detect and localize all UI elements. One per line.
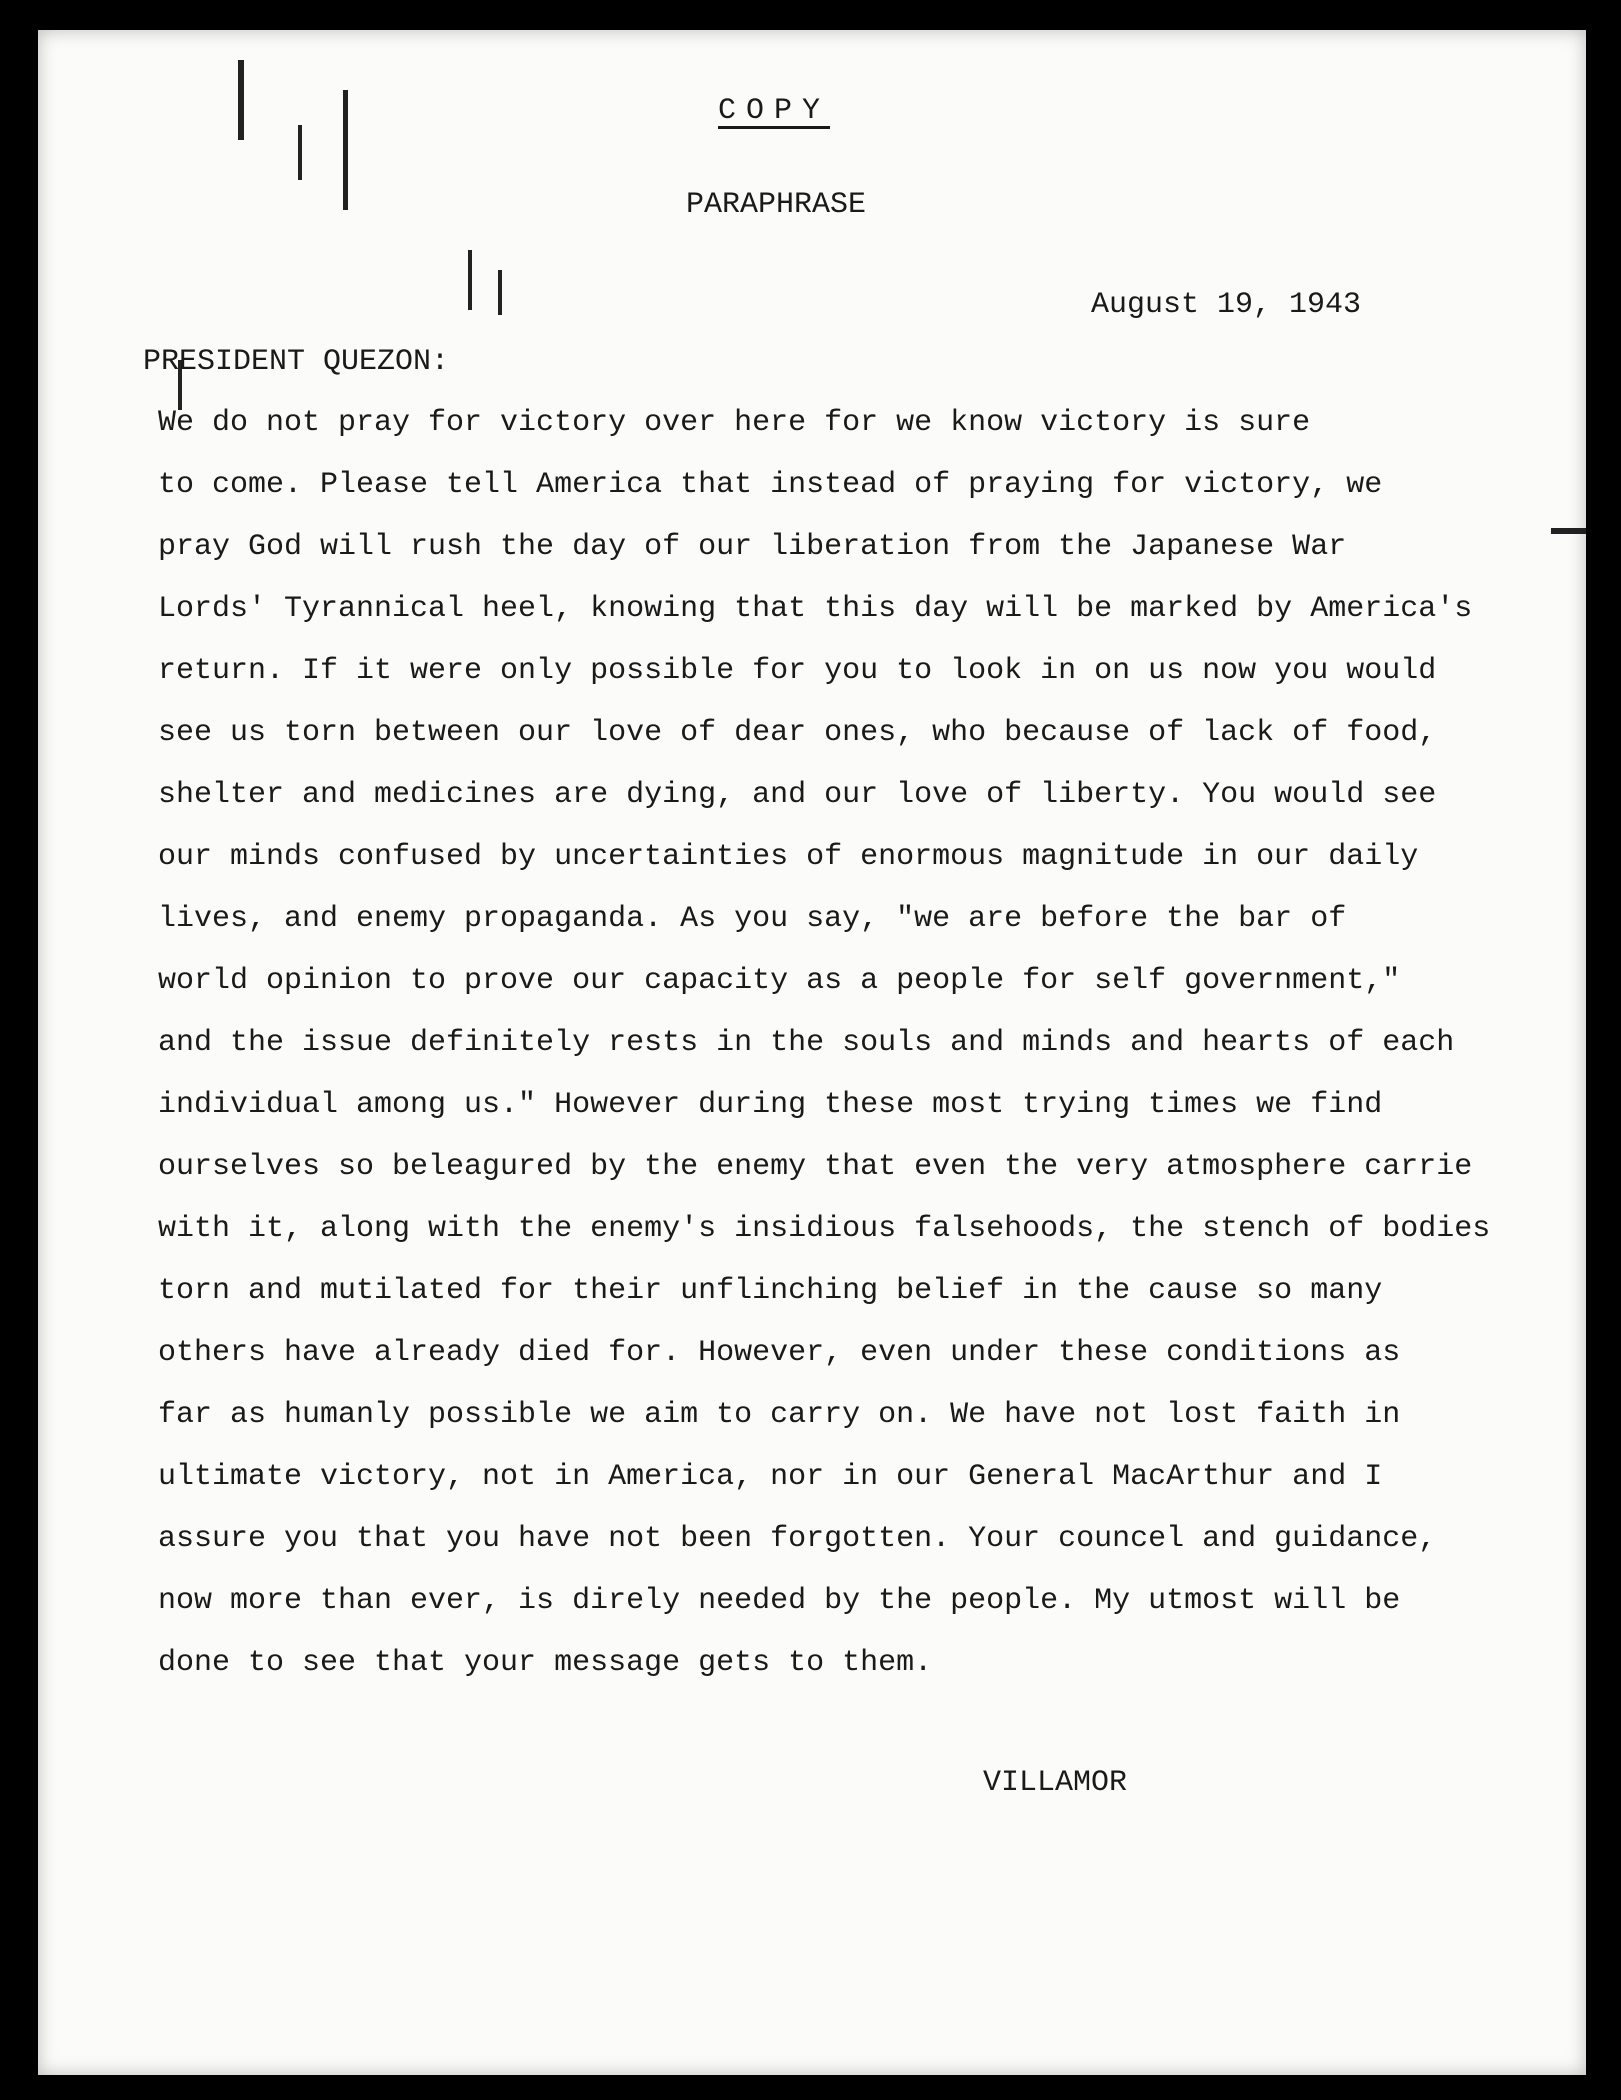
scan-artifact <box>1551 528 1586 534</box>
scan-artifact <box>298 125 302 180</box>
body-line: far as humanly possible we aim to carry on. We have not lost faith in <box>158 1398 1401 1432</box>
body-line: individual among us." However during these most trying times we find <box>158 1088 1383 1122</box>
body-line: see us torn between our love of dear ones, who because of lack of food, <box>158 716 1437 750</box>
body-line: our minds confused by uncertainties of enormous magnitude in our daily <box>158 840 1419 874</box>
body-line: others have already died for. However, even under these conditions as <box>158 1336 1401 1370</box>
body-line: to come. Please tell America that instead of praying for victory, we <box>158 468 1383 502</box>
body-line: now more than ever, is direly needed by the people. My utmost will be <box>158 1584 1401 1618</box>
letter-date: August 19, 1943 <box>1091 288 1362 322</box>
body-line: world opinion to prove our capacity as a people for self government," <box>158 964 1401 998</box>
body-line: with it, along with the enemy's insidious falsehoods, the stench of bodies <box>158 1212 1491 1246</box>
body-line: done to see that your message gets to them. <box>158 1646 933 1680</box>
body-line: shelter and medicines are dying, and our love of liberty. You would see <box>158 778 1437 812</box>
body-line: ultimate victory, not in America, nor in our General MacArthur and I <box>158 1460 1383 1494</box>
scan-artifact <box>238 60 244 140</box>
body-line: ourselves so beleagured by the enemy that even the very atmosphere carrie <box>158 1150 1473 1184</box>
body-line: and the issue definitely rests in the souls and minds and hearts of each <box>158 1026 1455 1060</box>
paraphrase-heading: PARAPHRASE <box>686 188 867 222</box>
signature: VILLAMOR <box>983 1766 1128 1800</box>
copy-heading: COPY <box>718 94 831 128</box>
document-page <box>38 30 1586 2075</box>
scan-artifact <box>343 90 348 210</box>
body-line: return. If it were only possible for you to look in on us now you would <box>158 654 1437 688</box>
body-line: We do not pray for victory over here for we know victory is sure <box>158 406 1311 440</box>
body-line: lives, and enemy propaganda. As you say, "we are before the bar of <box>158 902 1347 936</box>
body-line: assure you that you have not been forgotten. Your councel and guidance, <box>158 1522 1437 1556</box>
body-line: Lords' Tyrannical heel, knowing that this day will be marked by America's <box>158 592 1473 626</box>
body-line: pray God will rush the day of our liberation from the Japanese War <box>158 530 1347 564</box>
scan-artifact <box>498 270 502 315</box>
salutation: PRESIDENT QUEZON: <box>143 345 450 379</box>
body-line: torn and mutilated for their unflinching belief in the cause so many <box>158 1274 1383 1308</box>
scan-artifact <box>468 250 472 310</box>
